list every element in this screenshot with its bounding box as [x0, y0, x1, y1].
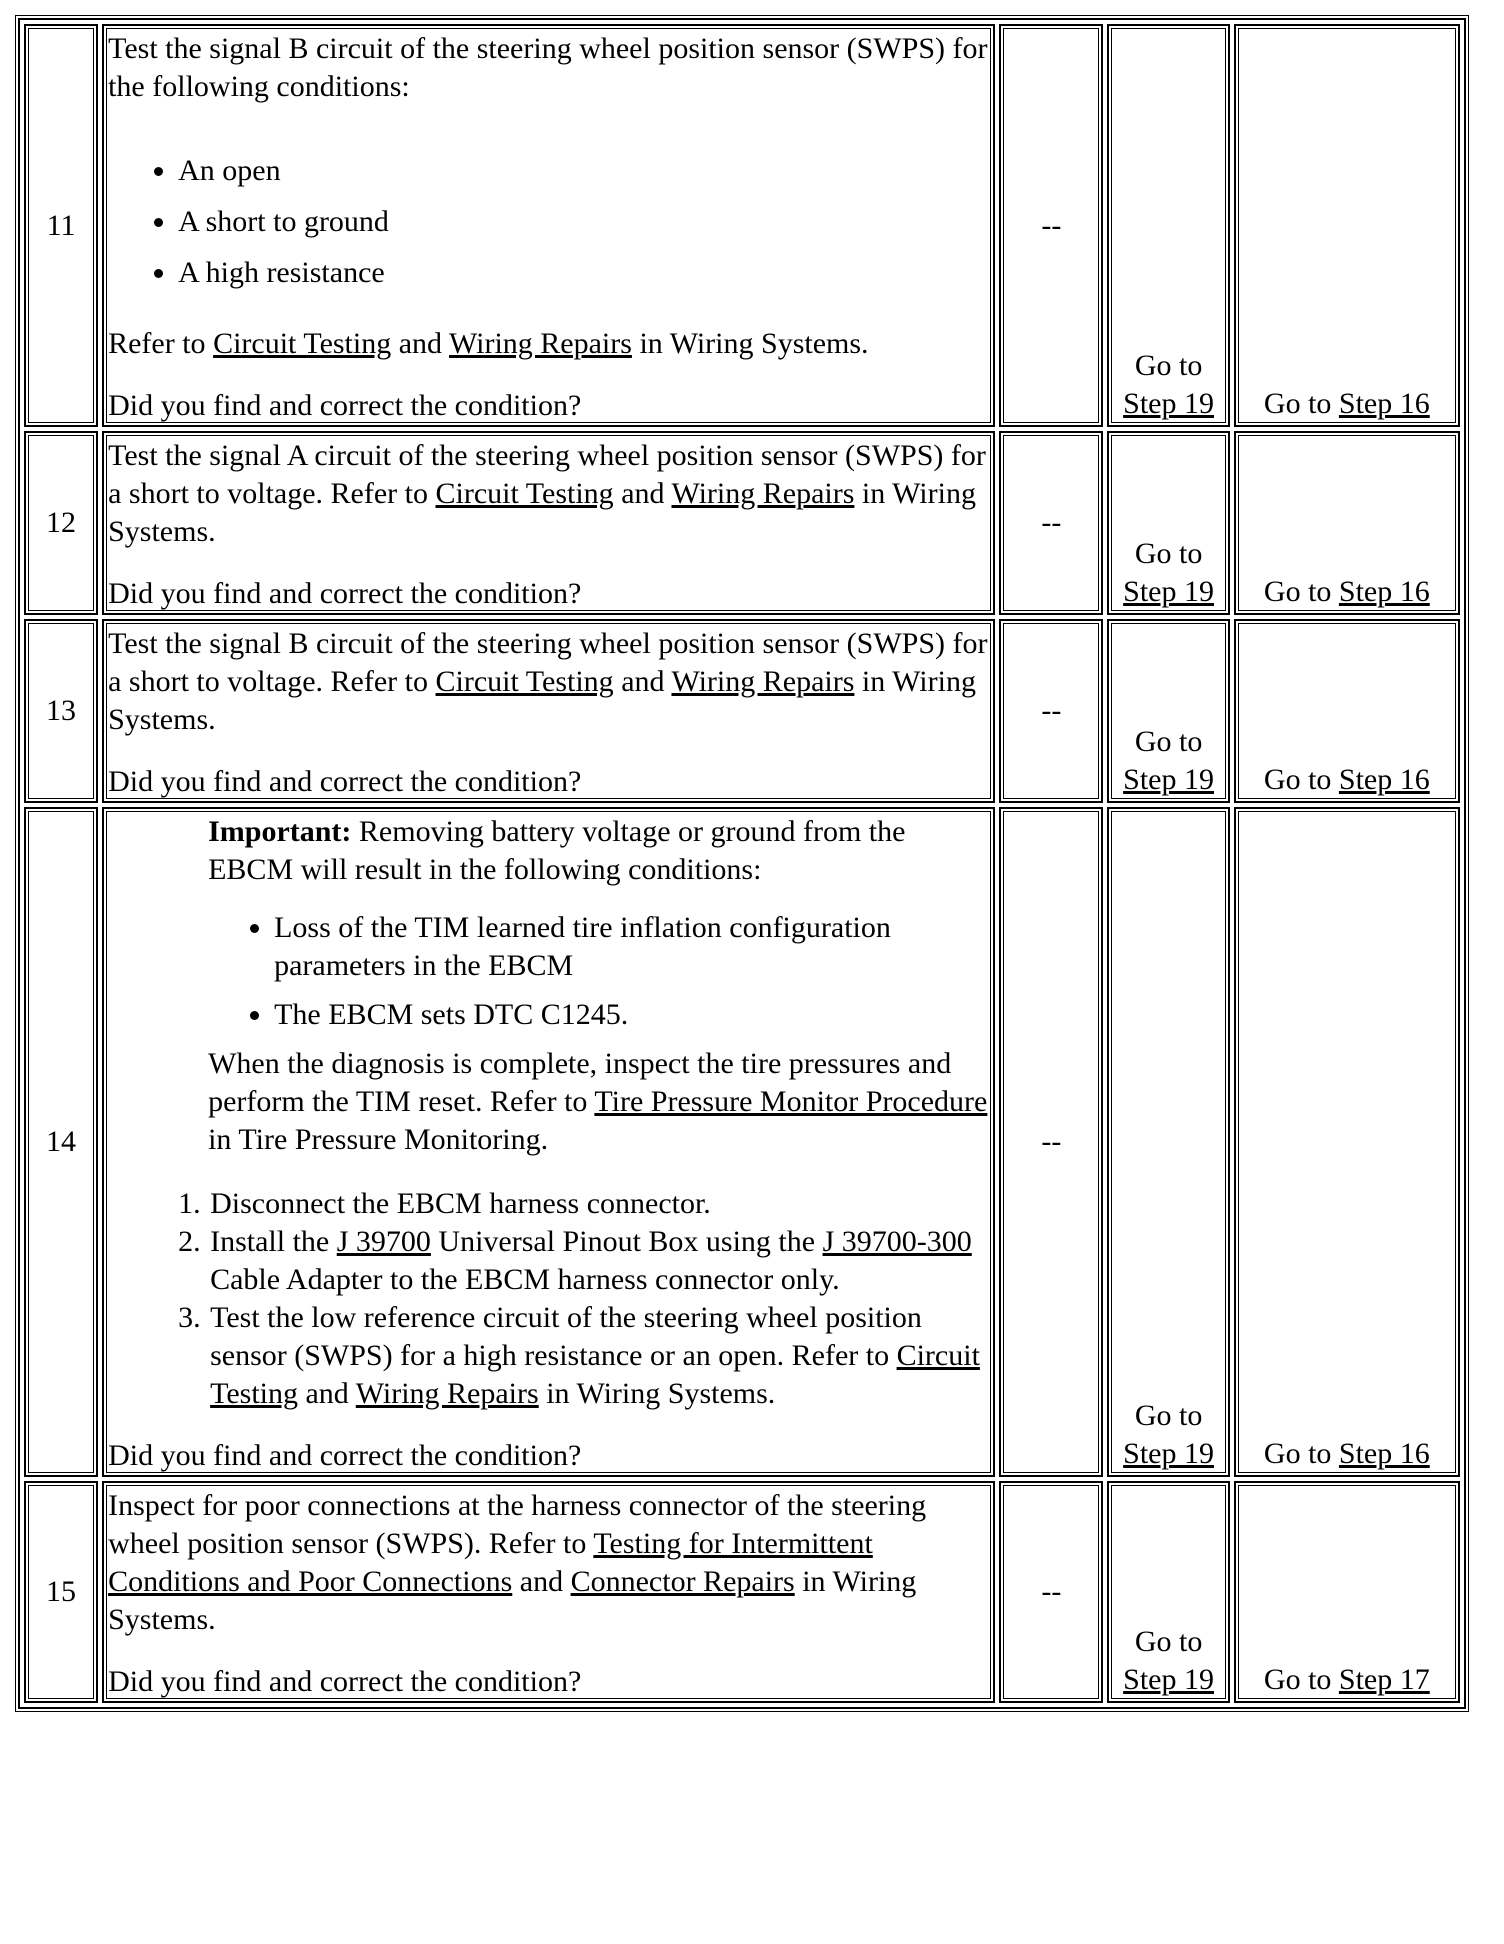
action-cell — [102, 619, 995, 803]
step-number: 13 — [24, 619, 98, 803]
go-to-step-16-link[interactable]: Step 16 — [1338, 387, 1430, 420]
j-39700-300-link[interactable]: J 39700-300 — [822, 1225, 972, 1258]
go-to-step-17-link[interactable]: Step 17 — [1338, 1663, 1430, 1696]
question-text: Did you find and correct the condition? — [108, 1439, 582, 1472]
table-row — [24, 431, 1460, 615]
action-cell — [102, 807, 995, 1477]
yes-cell: Go to Step 19 — [1107, 619, 1229, 803]
list-item: 3. Test the low reference circuit of the steering wheel position sensor (SWPS) for a high resistance or an open. Refer to Circuit Testing and Wiring Repairs in Wiring Systems. — [208, 1299, 989, 1413]
procedure-steps — [108, 1185, 989, 1413]
action-intro: Test the signal B circuit of the steering wheel position sensor (SWPS) for the following conditions: — [108, 32, 988, 103]
action-text: Test the signal B circuit of the steering wheel position sensor (SWPS) for a short to voltage. Refer to Circuit Testing and Wiring Repairs in Wiring Systems. — [108, 627, 988, 736]
go-to-step-19-link[interactable]: Step 19 — [1123, 1437, 1214, 1470]
value-cell: -- — [999, 431, 1103, 615]
go-to-step-19-link[interactable]: Step 19 — [1123, 763, 1214, 796]
list-item: • A short to ground — [178, 203, 989, 241]
table-row — [24, 807, 1460, 1477]
no-cell: Go to Step 16 — [1234, 807, 1460, 1477]
list-item: • The EBCM sets DTC C1245. — [274, 996, 989, 1034]
step-number: 14 — [24, 807, 98, 1477]
value-cell: -- — [999, 807, 1103, 1477]
no-cell: Go to Step 16 — [1234, 24, 1460, 427]
value-cell: -- — [999, 1481, 1103, 1703]
circuit-testing-link[interactable]: Circuit Testing — [435, 477, 614, 510]
go-to-step-16-link[interactable]: Step 16 — [1338, 763, 1430, 796]
condition-list — [108, 152, 989, 292]
tire-pressure-monitor-procedure-link[interactable]: Tire Pressure Monitor Procedure — [594, 1085, 988, 1118]
no-cell: Go to Step 17 — [1234, 1481, 1460, 1703]
action-text: Inspect for poor connections at the harness connector of the steering wheel position sensor (SWPS). Refer to Testing for Intermittent Conditions and Poor Connections and Connector Repairs in Wiring Systems. — [108, 1489, 927, 1636]
action-text: Test the signal A circuit of the steering wheel position sensor (SWPS) for a short to voltage. Refer to Circuit Testing and Wiring Repairs in Wiring Systems. — [108, 439, 986, 548]
go-to-step-16-link[interactable]: Step 16 — [1338, 1437, 1430, 1470]
table-row — [24, 24, 1460, 427]
important-notice — [108, 813, 989, 1159]
wiring-repairs-link[interactable]: Wiring Repairs — [449, 327, 632, 360]
after-diagnosis-text: When the diagnosis is complete, inspect the tire pressures and perform the TIM reset. Refer to Tire Pressure Monitor Procedure in Tire Pressure Monitoring. — [208, 1047, 988, 1156]
table-row — [24, 619, 1460, 803]
important-label: Important: — [208, 815, 352, 848]
value-cell: -- — [999, 619, 1103, 803]
condition-list — [208, 909, 989, 1034]
go-to-step-19-link[interactable]: Step 19 — [1123, 1663, 1214, 1696]
circuit-testing-link[interactable]: Circuit Testing — [210, 1339, 980, 1410]
table-row — [24, 1481, 1460, 1703]
step-number: 15 — [24, 1481, 98, 1703]
no-cell: Go to Step 16 — [1234, 619, 1460, 803]
no-cell: Go to Step 16 — [1234, 431, 1460, 615]
wiring-repairs-link[interactable]: Wiring Repairs — [355, 1377, 539, 1410]
reference-text: Refer to Circuit Testing and Wiring Repairs in Wiring Systems. — [108, 327, 869, 360]
yes-cell: Go to Step 19 — [1107, 807, 1229, 1477]
yes-cell: Go to Step 19 — [1107, 431, 1229, 615]
list-item: • Loss of the TIM learned tire inflation configuration parameters in the EBCM — [274, 909, 989, 985]
step-number: 12 — [24, 431, 98, 615]
list-item: 2. Install the J 39700 Universal Pinout Box using the J 39700-300 Cable Adapter to the EBCM harness connector only. — [208, 1223, 989, 1299]
list-item: • An open — [178, 152, 989, 190]
circuit-testing-link[interactable]: Circuit Testing — [435, 665, 614, 698]
step-number: 11 — [24, 24, 98, 427]
action-cell — [102, 24, 995, 427]
list-item: 1. Disconnect the EBCM harness connector. — [208, 1185, 989, 1223]
question-text: Did you find and correct the condition? — [108, 1665, 582, 1698]
go-to-step-19-link[interactable]: Step 19 — [1123, 387, 1214, 420]
question-text: Did you find and correct the condition? — [108, 389, 582, 422]
diagnostic-table — [18, 18, 1466, 1709]
value-cell: -- — [999, 24, 1103, 427]
wiring-repairs-link[interactable]: Wiring Repairs — [671, 477, 855, 510]
wiring-repairs-link[interactable]: Wiring Repairs — [671, 665, 855, 698]
action-cell — [102, 1481, 995, 1703]
yes-cell: Go to Step 19 — [1107, 24, 1229, 427]
action-cell — [102, 431, 995, 615]
go-to-step-19-link[interactable]: Step 19 — [1123, 575, 1214, 608]
connector-repairs-link[interactable]: Connector Repairs — [570, 1565, 795, 1598]
circuit-testing-link[interactable]: Circuit Testing — [213, 327, 392, 360]
j-39700-link[interactable]: J 39700 — [336, 1225, 431, 1258]
go-to-step-16-link[interactable]: Step 16 — [1338, 575, 1430, 608]
important-text: Important: Removing battery voltage or ground from the EBCM will result in the following conditions: — [208, 815, 906, 886]
yes-cell: Go to Step 19 — [1107, 1481, 1229, 1703]
question-text: Did you find and correct the condition? — [108, 765, 582, 798]
list-item: • A high resistance — [178, 254, 989, 292]
question-text: Did you find and correct the condition? — [108, 577, 582, 610]
testing-for-intermittent-conditions-link[interactable]: Testing for Intermittent Conditions and Poor Connections — [108, 1527, 873, 1598]
